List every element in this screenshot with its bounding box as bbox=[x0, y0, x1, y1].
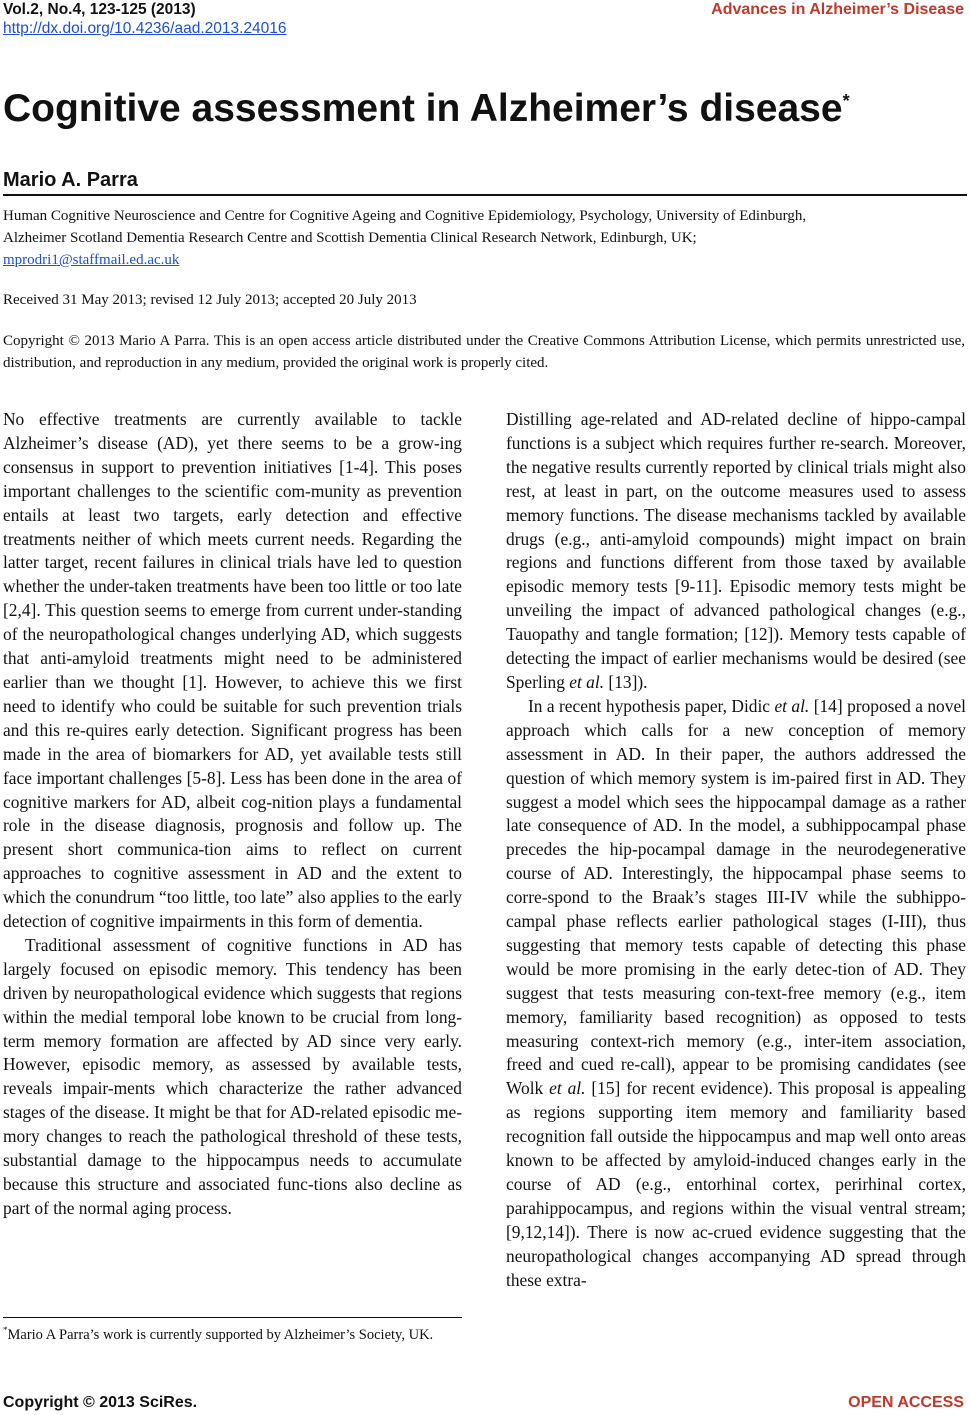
paragraph-text: Distilling age-related and AD-related decline of hippo-campal functions is a subject which requires further re-search. Moreover, the negative results currently reported by clinical trials might also rest, at least in part, on the outcome measures used to assess memory functions. The disease mechanisms tackled by available drugs (e.g., anti-amyloid compounds) might impact on brain regions and functions different from those taxed by available episodic memory tests [9-11]. Episodic memory tests might be unveiling the impact of advanced pathological changes (e.g., Tauopathy and tangle formation; [12]). Memory tests capable of detecting the impact of earlier mechanisms would be desired (see Sperling bbox=[506, 409, 966, 692]
doi-link[interactable]: http://dx.doi.org/10.4236/aad.2013.24016 bbox=[3, 20, 287, 37]
paragraph-text: [13]). bbox=[604, 671, 648, 692]
author-name: Mario A. Parra bbox=[3, 169, 138, 191]
journal-name: Advances in Alzheimer’s Disease bbox=[711, 1, 964, 18]
footnote-mark: * bbox=[3, 1325, 8, 1335]
affiliation-line-2: Alzheimer Scotland Dementia Research Centre and Scottish Dementia Clinical Research Network, Edinburgh, UK; bbox=[3, 230, 697, 246]
body-column-right bbox=[506, 408, 966, 1293]
body-paragraph: No effective treatments are currently available to tackle Alzheimer’s disease (AD), yet there seems to be a grow-ing consensus in support to prevention initiatives [1-4]. This poses important challenges to the scientific com-munity as prevention entails at least two targets, early detection and effective treatments neither of which meets current needs. Regarding the latter target, recent failures in clinical trials have led to question whether the under-taken treatments have been too little or too late [2,4]. This question seems to emerge from current under-standing of the neuropathological changes underlying AD, which suggests that anti-amyloid treatments might need to be administered earlier than we thought [1]. However, to achieve this we first need to identify who could be suitable for such prevention trials and this re-quires early detection. Significant progress has been made in the area of biomarkers for AD, yet available tests still face important challenges [5-8]. Less has been done in the area of cognitive markers for AD, albeit cog-nition plays a fundamental role in the disease diagnosis, prognosis and follow up. The present short communica-tion aims to reflect on current approaches to cognitive assessment in AD and the extent to which the conundrum “too little, too late” also applies to the early detection of cognitive impairments in this form of dementia. bbox=[3, 409, 462, 932]
affiliation bbox=[3, 205, 968, 271]
citation-etal: et al. bbox=[569, 671, 605, 692]
license-statement: Copyright © 2013 Mario A Parra. This is an open access article distributed under the Creative Commons Attribution License, which permits unrestricted use, distribution, and reproduction in any medium, provided the original work is properly cited. bbox=[3, 333, 965, 371]
body-paragraph: Traditional assessment of cognitive functions in AD has largely focused on episodic memory. This tendency has been driven by neuropathological evidence which suggests that regions within the medial temporal lobe known to be crucial from long-term memory formation are affected by AD since very early. However, episodic memory, as assessed by available tests, reveals impair-ments which characterize the rather advanced stages of the disease. It might be that for AD-related episodic me-mory changes to reach the pathological threshold of these tests, substantial damage to the hippocampus needs to accumulate because this structure and associated func-tions also decline as part of the normal aging process. bbox=[3, 934, 462, 1218]
author-email-link[interactable]: mprodri1@staffmail.ed.ac.uk bbox=[3, 252, 180, 268]
journal-citation: Vol.2, No.4, 123-125 (2013) bbox=[3, 1, 196, 18]
paragraph-text: [15] for recent evidence). This proposal is appealing as regions supporting item memory and familiarity based recognition fall outside the hippocampus and map well onto areas known to be affected by amyloid-induced changes early in the course of AD (e.g., entorhinal cortex, perirhinal cortex, parahippocampus, and regions within the visual ventral stream; [9,12,14]). There is now ac-crued evidence suggesting that the neuropathological changes accompanying AD spread through these extra- bbox=[506, 1078, 966, 1290]
article-dates: Received 31 May 2013; revised 12 July 2013; accepted 20 July 2013 bbox=[3, 292, 417, 308]
body-paragraph bbox=[506, 695, 966, 1293]
affiliation-line-1: Human Cognitive Neuroscience and Centre for Cognitive Ageing and Cognitive Epidemiology, Psychology, University of Edinburgh, bbox=[3, 208, 807, 224]
footnote bbox=[3, 1320, 462, 1345]
title-text: Cognitive assessment in Alzheimer’s disease bbox=[3, 87, 843, 130]
body-column-left bbox=[3, 408, 462, 1221]
paragraph-text: In a recent hypothesis paper, Didic bbox=[528, 695, 775, 716]
article-title bbox=[3, 86, 850, 138]
citation-etal: et al. bbox=[774, 695, 810, 716]
body-paragraph bbox=[506, 408, 966, 695]
citation-etal: et al. bbox=[549, 1078, 586, 1099]
publisher-copyright: Copyright © 2013 SciRes. bbox=[3, 1394, 198, 1411]
open-access-label: OPEN ACCESS bbox=[848, 1394, 964, 1411]
header-rule bbox=[3, 194, 967, 196]
paragraph-text: [14] proposed a novel approach which calls for a new conception of memory assessment in AD. In their paper, the authors addressed the question of which memory system is im-paired first in AD. They suggest a model which sees the hippocampal damage as a rather late consequence of AD. In the model, a subhippocampal phase precedes the hip-pocampal damage in the neurodegenerative course of AD. Interestingly, the hippocampal phase seems to corre-spond to the Braak’s stages III-IV while the subhippo-campal phase reflects earlier pathological stages (I-III), thus suggesting that memory tests capable of detecting this phase would be more promising in the early detec-tion of AD. They suggest that tests measuring con-text-free memory (e.g., item memory, familiarity based recognition) as opposed to tests measuring context-rich memory (e.g., inter-item association, freed and cued re-call), appear to be promising candidates (see Wolk bbox=[506, 695, 966, 1099]
footnote-text: Mario A Parra’s work is currently supported by Alzheimer’s Society, UK. bbox=[7, 1326, 434, 1343]
title-footnote-mark: * bbox=[842, 91, 850, 111]
footnote-rule bbox=[3, 1317, 462, 1318]
